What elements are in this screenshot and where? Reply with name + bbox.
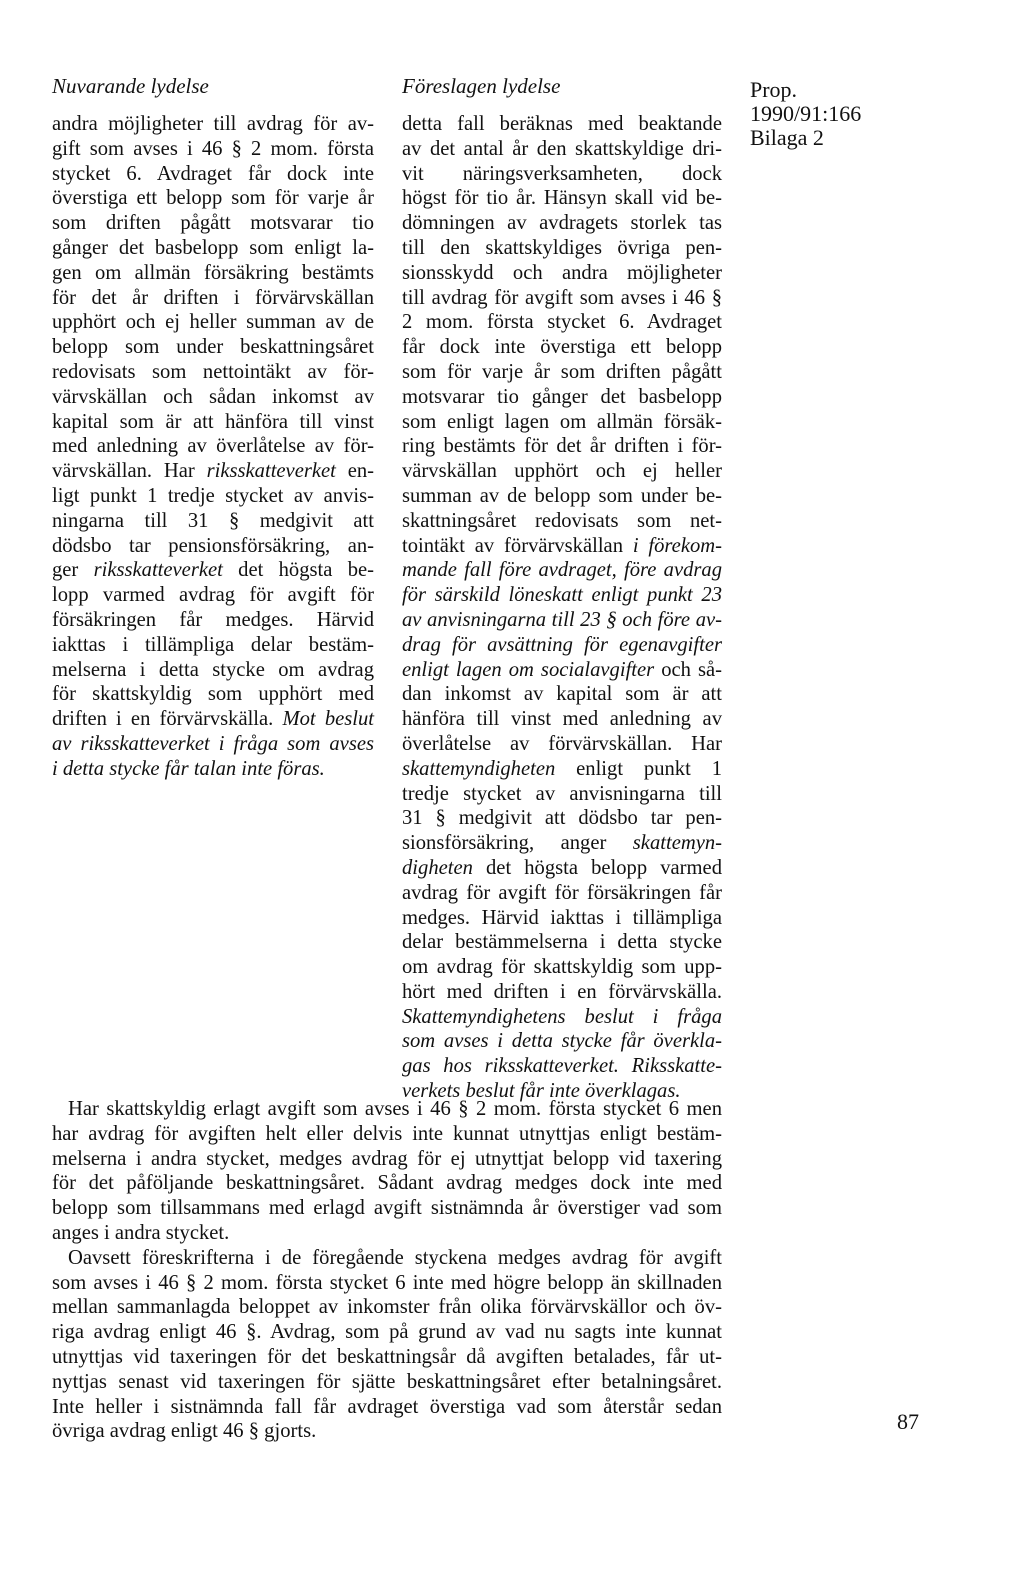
text-line: delar bestämmelserna i detta stycke: [402, 931, 722, 954]
text-line: melserna i detta stycke om avdrag: [52, 658, 374, 681]
italic-text: skattemyn-: [632, 832, 722, 855]
text-line: tredje stycket av anvisningarna till: [402, 782, 722, 805]
text-line: nyttjas senast vid taxeringen för sjätte beskattningsåret efter betalningsåret.: [52, 1370, 722, 1393]
text-line: dödsbo tar pensionsförsäkring, an-: [52, 534, 374, 557]
text-line: [402, 583, 722, 608]
text-line: skattningsåret redovisats som net-: [402, 509, 722, 532]
text-line: skattemyndigheten enligt punkt 1: [402, 757, 722, 780]
text-line: sionsförsäkring, anger skattemyn-: [402, 832, 722, 855]
proposed-wording-column: [402, 112, 722, 1104]
text-line: ningarna till 31 § medgivit att: [52, 509, 374, 532]
text-line: anges i andra stycket.: [52, 1221, 230, 1244]
text-line: utnyttjas vid taxeringen för det beskattningsår då avgiften betalades, får ut-: [52, 1345, 722, 1368]
text-line: övriga avdrag enligt 46 § gjorts.: [52, 1420, 317, 1443]
italic-text: Mot beslut: [282, 708, 375, 731]
text-line: värvskällan och sådan inkomst av: [52, 385, 374, 408]
text-line: upphört och ej heller summan av de: [52, 311, 374, 334]
text-line: ring bestämts för det år driften i för-: [402, 435, 722, 458]
text-line: [402, 558, 722, 583]
text-line: 31 § medgivit att dödsbo tar pen-: [402, 807, 722, 830]
text-line: redovisats som nettointäkt av för-: [52, 360, 374, 383]
text-line: försäkringen får medges. Härvid: [52, 608, 374, 631]
italic-text: digheten: [402, 856, 473, 879]
text-line: [52, 732, 374, 757]
common-text-block: [52, 1097, 722, 1444]
text-line: har avdrag för avgiften helt eller delvis inte kunnat utnyttjas enligt bestäm-: [52, 1122, 722, 1145]
text-line: med anledning av överlåtelse av för-: [52, 435, 374, 458]
text-line: Oavsett föreskrifterna i de föregående styckena medges avdrag för avgift: [68, 1246, 722, 1269]
text-line: [402, 608, 722, 633]
italic-text: gas hos riksskatteverket. Riksskatte-: [402, 1055, 722, 1078]
annex-label: Bilaga 2: [750, 125, 824, 150]
text-line: får dock inte överstiga ett belopp: [402, 336, 722, 359]
text-line: gånger det basbelopp som enligt la-: [52, 236, 374, 259]
text-line: mellan sammanlagda beloppet av inkomster från olika förvärvskällor och öv-: [52, 1296, 722, 1319]
text-line: för det år driften i förvärvskällan: [52, 286, 374, 309]
text-line: som driften pågått motsvarar tio: [52, 212, 374, 235]
text-line: som enligt lagen om allmän försäk-: [402, 410, 722, 433]
page-number: 87: [897, 1409, 919, 1434]
proposition-reference: [750, 78, 861, 150]
italic-text: i detta stycke får talan inte föras.: [52, 757, 325, 780]
italic-text: Skattemyndighetens beslut i fråga: [402, 1005, 722, 1028]
text-line: hänföra till vinst med anledning av: [402, 708, 722, 731]
text-line: till den skattskyldiges övriga pen-: [402, 236, 722, 259]
prop-number: 1990/91:166: [750, 101, 862, 126]
text-line: [402, 1005, 722, 1030]
text-line: värvskällan. Har riksskatteverket en-: [52, 460, 374, 483]
italic-text: drag för avsättning för egenavgifter: [402, 633, 722, 656]
italic-text: av riksskatteverket i fråga som avses: [52, 732, 374, 755]
current-wording-column: [52, 112, 374, 782]
text-line: stycket 6. Avdraget får dock inte: [52, 162, 374, 185]
italic-text: riksskatteverket: [93, 559, 223, 582]
text-line: belopp som under beskattningsåret: [52, 336, 374, 359]
text-line: detta fall beräknas med beaktande: [402, 113, 722, 135]
text-line: digheten det högsta belopp varmed: [402, 856, 722, 879]
text-line: summan av de belopp som under be-: [402, 484, 722, 507]
text-line: dömningen av avdragets storlek tas: [402, 212, 722, 235]
text-line: lopp varmed avdrag för avgift för: [52, 584, 374, 607]
text-line: [52, 757, 374, 782]
italic-text: enligt lagen om socialavgifter: [402, 658, 655, 681]
italic-text: verkets beslut får inte överklagas.: [402, 1080, 681, 1103]
text-line: ger riksskatteverket det högsta be-: [52, 559, 374, 582]
text-line: riga avdrag enligt 46 §. Avdrag, som på grund av vad nu sagts inte kunnat: [52, 1321, 722, 1344]
text-line: om avdrag för skattskyldig som upp-: [402, 956, 722, 979]
text-line: för skattskyldig som upphört med: [52, 683, 374, 706]
italic-text: för särskild löneskatt enligt punkt 23: [402, 584, 722, 607]
text-line: Inte heller i sistnämnda fall får avdraget överstiga vad som återstår sedan: [52, 1395, 722, 1418]
text-line: Har skattskyldig erlagt avgift som avses i 46 § 2 mom. första stycket 6 men: [68, 1098, 722, 1120]
text-line: vit näringsverksamheten, dock: [402, 162, 722, 185]
text-line: ligt punkt 1 tredje stycket av anvis-: [52, 484, 374, 507]
prop-label: Prop.: [750, 77, 798, 102]
text-line: avdrag för avgift för försäkringen får: [402, 881, 722, 904]
text-line: gen om allmän försäkring bestämts: [52, 261, 374, 284]
text-line: [402, 1054, 722, 1079]
text-line: som avses i 46 § 2 mom. första stycket 6 inte med högre belopp än skillnaden: [52, 1271, 722, 1294]
text-line: melserna i andra stycket, medges avdrag för ej utnyttjat belopp vid taxering: [52, 1147, 722, 1170]
current-wording-heading: Nuvarande lydelse: [52, 74, 209, 98]
italic-text: riksskatteverket: [206, 460, 336, 483]
text-line: av det antal år den skattskyldige dri-: [402, 137, 722, 160]
text-line: som för varje år som driften pågått: [402, 360, 722, 383]
text-line: iakttas i tillämpliga delar bestäm-: [52, 633, 374, 656]
text-line: [402, 633, 722, 658]
text-line: medges. Härvid iakttas i tillämpliga: [402, 906, 722, 929]
text-line: kapital som är att hänföra till vinst: [52, 410, 374, 433]
text-line: tointäkt av förvärvskällan i förekom-: [402, 534, 722, 557]
italic-text: i förekom-: [632, 534, 722, 557]
italic-text: som avses i detta stycke får överkla-: [402, 1030, 722, 1053]
text-line: högst för tio år. Hänsyn skall vid be-: [402, 187, 722, 210]
text-line: andra möjligheter till avdrag för av-: [52, 113, 374, 135]
italic-text: av anvisningarna till 23 § och före av-: [402, 608, 722, 631]
italic-text: skattemyndigheten: [402, 757, 556, 780]
text-line: hört med driften i en förvärvskälla.: [402, 980, 722, 1003]
text-line: enligt lagen om socialavgifter och så-: [402, 658, 723, 681]
text-line: motsvarar tio gånger det basbelopp: [402, 385, 722, 408]
text-line: överstiga ett belopp som för varje år: [52, 187, 374, 210]
text-line: belopp som tillsammans med erlagd avgift sistnämnda år överstiger vad som: [52, 1197, 722, 1220]
italic-text: mande fall före avdraget, före avdrag: [402, 559, 722, 582]
text-line: värvskällan upphört och ej heller: [402, 460, 722, 483]
text-line: driften i en förvärvskälla. Mot beslut: [52, 708, 375, 731]
text-line: 2 mom. första stycket 6. Avdraget: [402, 311, 722, 334]
text-line: sionsskydd och andra möjligheter: [402, 261, 722, 284]
text-line: dan inkomst av kapital som är att: [402, 683, 722, 706]
text-line: gift som avses i 46 § 2 mom. första: [52, 137, 374, 160]
text-line: till avdrag för avgift som avses i 46 §: [402, 286, 722, 309]
text-line: [402, 1029, 722, 1054]
text-line: för det påföljande beskattningsåret. Sådant avdrag medges dock inte med: [52, 1172, 722, 1195]
text-line: överlåtelse av förvärvskällan. Har: [402, 732, 722, 755]
proposed-wording-heading: Föreslagen lydelse: [402, 74, 561, 98]
